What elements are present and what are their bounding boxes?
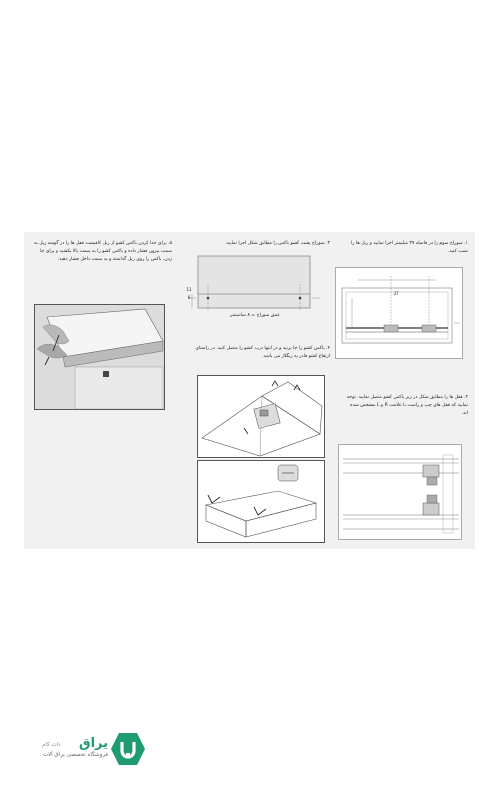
- brand-logo: [38, 732, 148, 766]
- dim-37-label: 37: [393, 291, 399, 296]
- step1-text: ۱. سوراخ سوم را در فاصله ۳۷ میلیمتر اجرا نمایید و ریل ها را نصب کنید.: [350, 241, 468, 254]
- dim-11-label: 11: [186, 287, 192, 292]
- brand-suffix: دات کام: [42, 742, 61, 748]
- step1-figure: [335, 267, 463, 359]
- brand-tagline: فروشگاه تخصصی یراق آلات: [42, 752, 108, 758]
- instruction-sheet: [24, 232, 475, 549]
- step5-figure: [34, 304, 165, 410]
- step5-text: ۵. برای جدا کردن باکس کشو از ریل کافیست قفل ها را در گوشه ریل به سمت بیرون فشار داده و باکس کشو را به سمت بالا بکشید و برای جا زدن، باکس را روی ریل گذاشته و به سمت داخل فشار دهید.: [34, 241, 172, 262]
- logo-mark-icon: [111, 733, 145, 765]
- step4-figure-bottom: [197, 460, 325, 543]
- back-hole-drawing: [184, 254, 324, 336]
- step4-figure-top: [197, 375, 325, 458]
- drawer-remove-drawing: [35, 305, 164, 409]
- dim-6-label: 6: [187, 295, 191, 300]
- drawer-front-drawing: [198, 461, 324, 542]
- lock-attach-drawing: [339, 445, 461, 539]
- rail-install-drawing: [336, 268, 462, 358]
- drawer-insert-drawing: [198, 376, 324, 457]
- step3-caption: عمق سوراخ = ۸ سانتیمتر: [230, 313, 280, 318]
- step2-figure: [338, 444, 462, 540]
- step3-text: ۳. سوراخ پشت کشو باکس را مطابق شکل اجرا نمایید.: [225, 241, 330, 246]
- step3-figure: [184, 254, 324, 336]
- brand-name: یراق: [78, 736, 108, 751]
- step4-text: ۴. باکس کشو را جا بزنید و در انتها درب کشو را متصل کنید. در راستای ارتفاع کشو قادر به ریگلاژ می باشد.: [195, 346, 330, 359]
- step2-text: ۲. قفل ها را مطابق شکل در زیر باکس کشو متصل نمایید. توجه نمایید که قفل های چپ و راست با علامت R و L مشخص شده اند.: [346, 395, 468, 416]
